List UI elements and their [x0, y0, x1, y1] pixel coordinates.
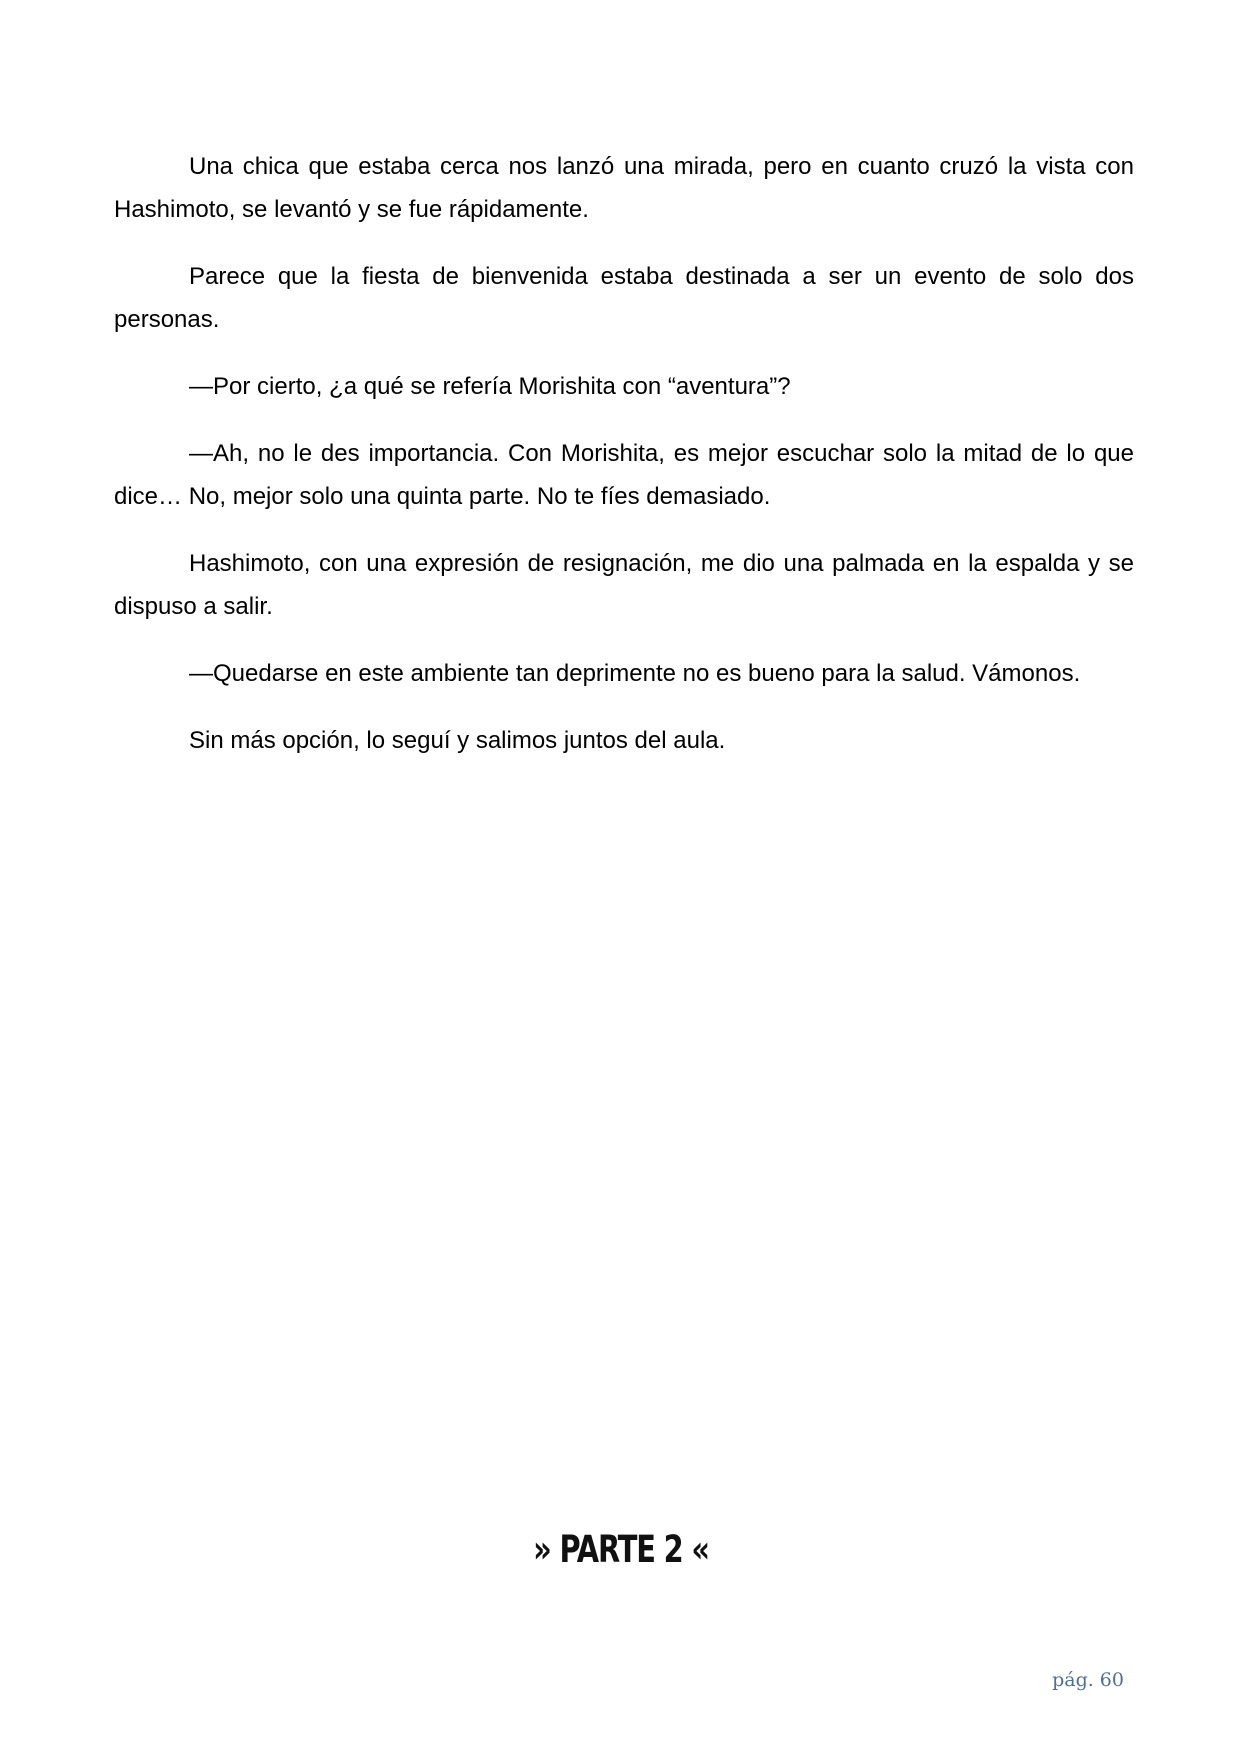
paragraph-3: —Por cierto, ¿a qué se refería Morishita con “aventura”?: [189, 373, 791, 400]
paragraph-5: Hashimoto, con una expresión de resignación, me dio una palmada en la espalda y se dispuso a salir.: [114, 550, 1134, 620]
body-text: [114, 145, 1134, 786]
paragraph-6: —Quedarse en este ambiente tan deprimente no es bueno para la salud. Vámonos.: [189, 660, 1081, 687]
section-heading: » PARTE 2 «: [533, 1528, 709, 1571]
paragraph-1: Una chica que estaba cerca nos lanzó una mirada, pero en cuanto cruzó la vista con Hashimoto, se levantó y se fue rápidamente.: [114, 153, 1134, 223]
page-number: pág. 60: [1052, 1669, 1124, 1691]
paragraph-4: —Ah, no le des importancia. Con Morishita, es mejor escuchar solo la mitad de lo que dice… No, mejor solo una quinta parte. No te fíes demasiado.: [114, 440, 1134, 510]
paragraph-7: Sin más opción, lo seguí y salimos juntos del aula.: [189, 727, 726, 754]
paragraph-2: Parece que la fiesta de bienvenida estaba destinada a ser un evento de solo dos personas.: [114, 263, 1134, 333]
